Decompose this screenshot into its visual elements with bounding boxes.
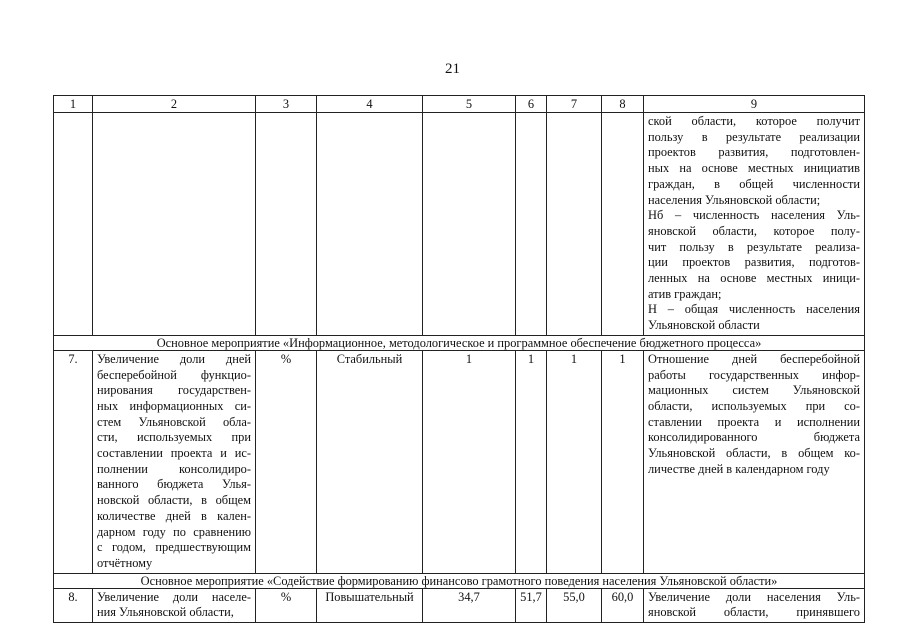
page-number: 21 <box>445 61 460 77</box>
cell-empty <box>317 113 423 336</box>
table-row-continuation <box>54 113 865 336</box>
value-cell-5: 34,7 <box>423 588 516 622</box>
method-text: Отношение дней бесперебойной работы государственных инфор- мационных систем Ульяновской области, используемых при со- ставлении проекта и исполнении консолидированного бюджета Ульяновской области, в общем ко- личестве дней в календарном году <box>644 350 865 573</box>
column-header-2: 2 <box>93 96 256 113</box>
column-header-1: 1 <box>54 96 93 113</box>
indicators-table <box>53 95 865 623</box>
value-cell-7: 1 <box>547 350 602 573</box>
trend-cell: Повышательный <box>317 588 423 622</box>
column-header-4: 4 <box>317 96 423 113</box>
value-cell-5: 1 <box>423 350 516 573</box>
section-title-financial-literacy: Основное мероприятие «Содействие формированию финансово грамотного поведения населения Ульяновской области» <box>54 573 865 588</box>
trend-cell: Стабильный <box>317 350 423 573</box>
row-number: 8. <box>54 588 93 622</box>
cell-empty <box>602 113 644 336</box>
cell-empty <box>516 113 547 336</box>
value-cell-8: 60,0 <box>602 588 644 622</box>
column-header-9: 9 <box>644 96 865 113</box>
table-row-8 <box>54 588 865 622</box>
indicator-name: Увеличение доли дней бесперебойной функцио- нирования государствен- ных информационных си- стем Ульяновской обла- сти, используемых при составлении проекта и ис- полнении консолидиро- ванного бюджета Улья- новской области, в общем количестве дней в кален- дарном году по сравнению с годом, предшествующим отчётному <box>93 350 256 573</box>
table-row-7 <box>54 350 865 573</box>
row-number: 7. <box>54 350 93 573</box>
column-header-3: 3 <box>256 96 317 113</box>
column-header-5: 5 <box>423 96 516 113</box>
section-title-info-support: Основное мероприятие «Информационное, методологическое и программное обеспечение бюджетного процесса» <box>54 335 865 350</box>
section-header-row <box>54 335 865 350</box>
value-cell-8: 1 <box>602 350 644 573</box>
column-number-row <box>54 96 865 113</box>
value-cell-6: 1 <box>516 350 547 573</box>
method-text: Увеличение доли населения Уль- яновской области, принявшего <box>644 588 865 622</box>
section-header-row <box>54 573 865 588</box>
unit-cell: % <box>256 588 317 622</box>
cell-empty <box>547 113 602 336</box>
cell-empty <box>54 113 93 336</box>
indicator-name: Увеличение доли населе- ния Ульяновской области, <box>93 588 256 622</box>
column-header-7: 7 <box>547 96 602 113</box>
method-text-continuation: ской области, которое получит пользу в результате реализации проектов развития, подготовлен- ных на основе местных инициатив граждан, в общей численности населения Ульяновской области; Нб – численность населения Уль- яновской области, которое полу- чит пользу в результате реализа- ции проектов развития, подготов- ленных на основе местных иници- атив граждан; Н – общая численность населения Ульяновской области <box>644 113 865 336</box>
column-header-6: 6 <box>516 96 547 113</box>
value-cell-7: 55,0 <box>547 588 602 622</box>
cell-empty <box>423 113 516 336</box>
column-header-8: 8 <box>602 96 644 113</box>
cell-empty <box>93 113 256 336</box>
unit-cell: % <box>256 350 317 573</box>
cell-empty <box>256 113 317 336</box>
value-cell-6: 51,7 <box>516 588 547 622</box>
